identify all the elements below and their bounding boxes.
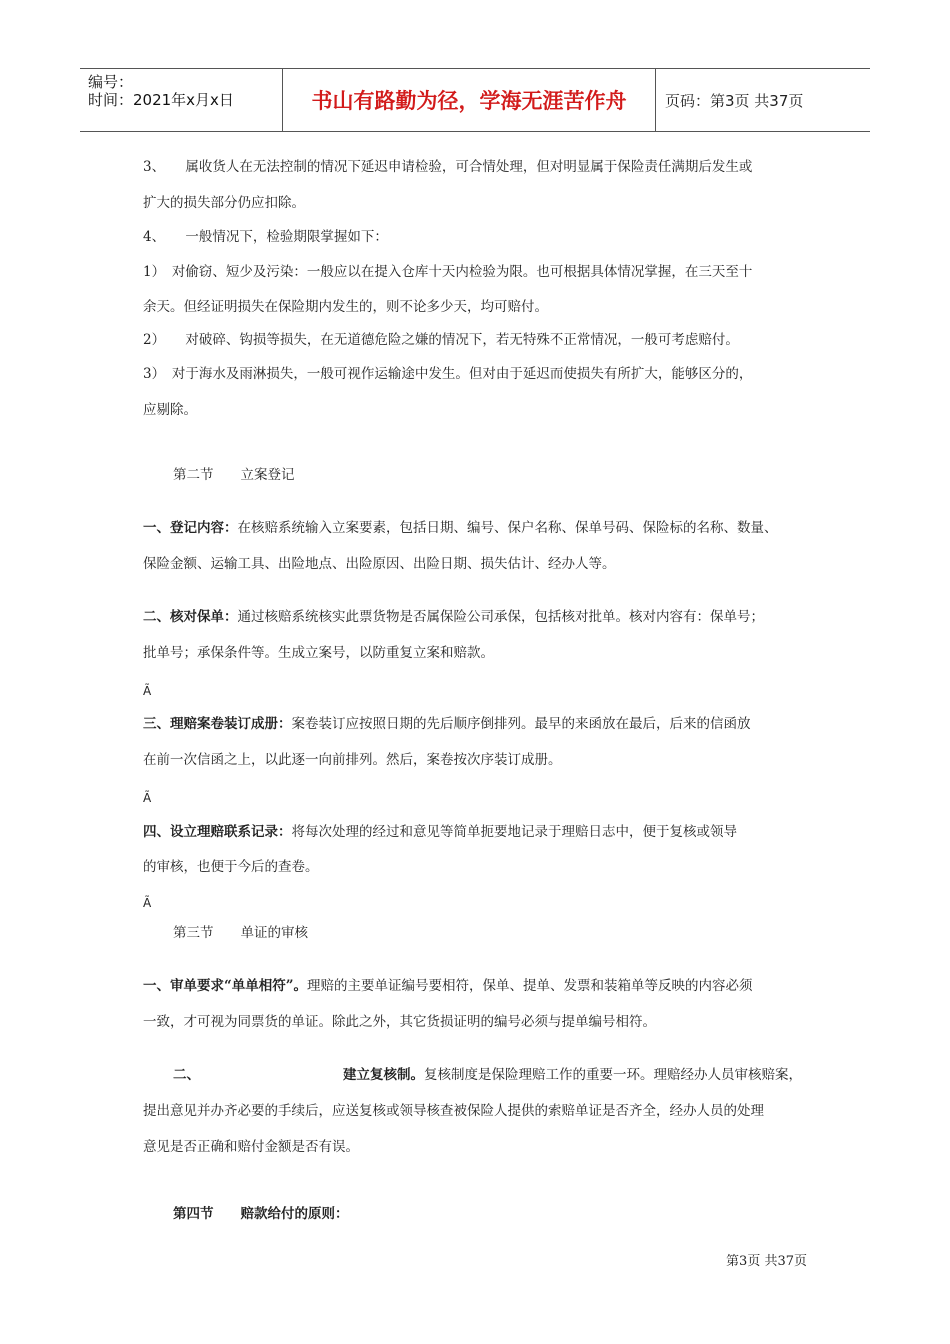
item-number: 二、 (173, 1067, 200, 1083)
section-heading: 第二节 立案登记 (173, 467, 295, 483)
paragraph: 在前一次信函之上，以此逐一向前排列。然后，案卷按次序装订成册。 (143, 752, 562, 768)
paragraph: 1） 对偷窃、短少及污染：一般应以在提入仓库十天内检验为限。也可根据具体情况掌握，在三天至十 (143, 264, 753, 280)
stray-mark: Ã (143, 896, 152, 910)
paragraph: 三、理赔案卷装订成册：案卷装订应按照日期的先后顺序倒排列。最早的来函放在最后，后来的信函放 (143, 716, 751, 732)
item-heading: 二、核对保单： (143, 609, 238, 625)
paragraph: 一、登记内容：在核赔系统输入立案要素，包括日期、编号、保户名称、保单号码、保险标的名称、数量、 (143, 520, 778, 536)
item-heading: 一、审单要求“单单相符”。 (143, 978, 308, 994)
page-footer: 第3页 共37页 (726, 1254, 807, 1269)
paragraph: 一、审单要求“单单相符”。理赔的主要单证编号要相符，保单、提单、发票和装箱单等反映的内容必须 (143, 978, 753, 994)
stray-mark: Ã (143, 684, 152, 698)
paragraph: 批单号；承保条件等。生成立案号，以防重复立案和赔款。 (143, 645, 494, 661)
paragraph: 保险金额、运输工具、出险地点、出险原因、出险日期、损失估计、经办人等。 (143, 556, 616, 572)
paragraph: 一致，才可视为同票货的单证。除此之外，其它货损证明的编号必须与提单编号相符。 (143, 1014, 656, 1030)
paragraph: 3） 对于海水及雨淋损失，一般可视作运输途中发生。但对由于延迟而使损失有所扩大，能够区分的， (143, 366, 753, 382)
paragraph: 应剔除。 (143, 402, 197, 418)
header-motto: 书山有路勤为径，学海无涯苦作舟 (282, 69, 656, 131)
page-header (80, 68, 870, 132)
item-heading: 建立复核制。 (343, 1067, 424, 1083)
section-heading: 第四节 赔款给付的原则： (173, 1206, 349, 1222)
time-label: 时间：2021年x月x日 (88, 91, 234, 109)
paragraph: 2） 对破碎、钩损等损失，在无道德危险之嫌的情况下，若无特殊不正常情况，一般可考虑赔付。 (143, 332, 739, 348)
item-heading: 三、理赔案卷装订成册： (143, 716, 292, 732)
header-meta (80, 69, 282, 131)
item-heading: 一、登记内容： (143, 520, 238, 536)
paragraph: 建立复核制。复核制度是保险理赔工作的重要一环。理赔经办人员审核赔案， (343, 1067, 802, 1083)
header-page-number: 页码：第3页 共37页 (665, 91, 804, 110)
paragraph: 四、设立理赔联系记录：将每次处理的经过和意见等简单扼要地记录于理赔日志中，便于复核或领导 (143, 824, 737, 840)
paragraph: 二、核对保单：通过核赔系统核实此票货物是否属保险公司承保，包括核对批单。核对内容有：保单号； (143, 609, 764, 625)
paragraph: 的审核，也便于今后的查卷。 (143, 859, 319, 875)
code-label: 编号： (88, 73, 134, 91)
paragraph: 余天。但经证明损失在保险期内发生的，则不论多少天，均可赔付。 (143, 299, 548, 315)
paragraph: 提出意见并办齐必要的手续后，应送复核或领导核查被保险人提供的索赔单证是否齐全，经办人员的处理 (143, 1103, 764, 1119)
paragraph: 意见是否正确和赔付金额是否有误。 (143, 1139, 359, 1155)
paragraph: 3、 属收货人在无法控制的情况下延迟申请检验，可合情处理，但对明显属于保险责任满期后发生或 (143, 159, 753, 175)
section-heading: 第三节 单证的审核 (173, 925, 308, 941)
paragraph: 4、 一般情况下，检验期限掌握如下： (143, 229, 388, 245)
stray-mark: Ã (143, 791, 152, 805)
item-heading: 四、设立理赔联系记录： (143, 824, 292, 840)
paragraph: 扩大的损失部分仍应扣除。 (143, 195, 305, 211)
